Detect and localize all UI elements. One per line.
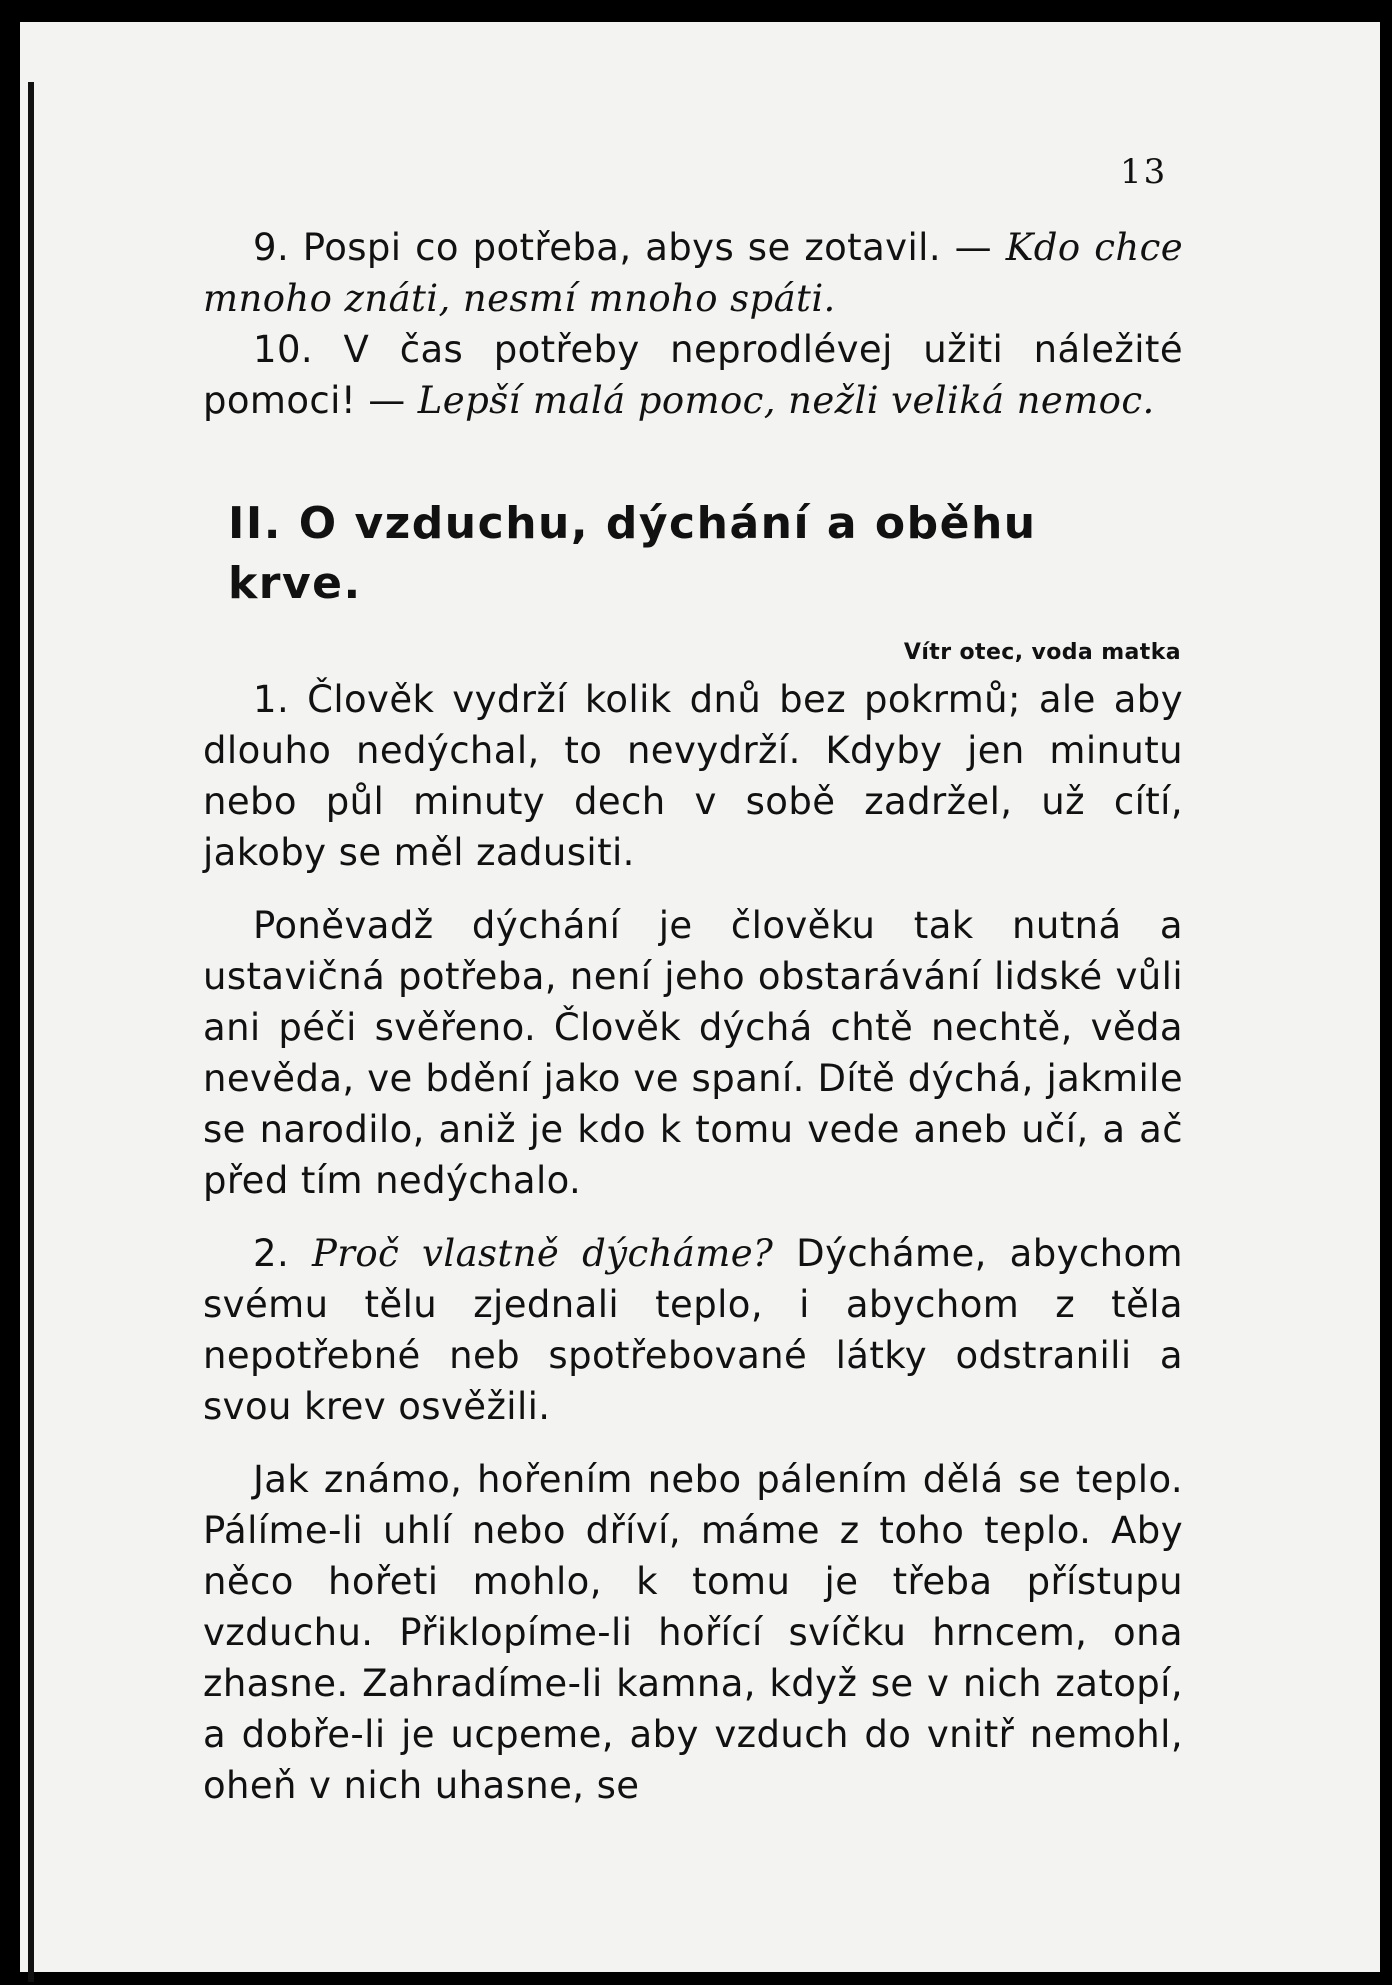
paragraph-1-number: 1. <box>253 678 290 721</box>
item-10-number: 10. <box>253 328 314 371</box>
item-10-proverb: Lepší malá pomoc, nežli veliká nemoc. <box>417 379 1155 422</box>
section-heading: II. O vzduchu, dýchání a oběhu krve. <box>228 498 1037 609</box>
paragraph-2-text: Dýcháme, abychom svému tělu zjednali teplo, i abychom z těla nepotřebné neb spotřebované látky odstranili a svou krev osvěžili. <box>203 1232 1183 1428</box>
paragraph-1-text: Člověk vydrží kolik dnů bez pokrmů; ale aby dlouho nedýchal, to nevydrží. Kdyby jen minutu nebo půl minuty dech v sobě zadržel, už cítí, jakoby se měl zadusiti. <box>203 678 1183 874</box>
paragraph-1 <box>203 674 1183 878</box>
paragraph-2-number: 2. <box>253 1232 290 1275</box>
item-9 <box>203 222 1183 324</box>
item-10-text: V čas potřeby neprodlévej užiti náležité pomoci! — <box>203 328 1183 422</box>
page-number: 13 <box>1120 152 1168 192</box>
section-motto: Vítr otec, voda matka <box>903 640 1181 665</box>
item-9-proverb: Kdo chce mnoho znáti, nesmí mnoho spáti. <box>203 226 1183 320</box>
book-page <box>20 22 1380 1972</box>
paragraph-2 <box>203 1228 1183 1432</box>
paragraph-2-question: Proč vlastně dýcháme? <box>311 1232 774 1275</box>
paragraph-1b: Poněvadž dýchání je člověku tak nutná a ustavičná potřeba, není jeho obstarávání lidské vůli ani péči svěřeno. Člověk dýchá chtě nechtě, věda nevěda, ve bdění jako ve spaní. Dítě dýchá, jakmile se narodilo, aniž je kdo k tomu vede aneb učí, a ač před tím nedýchalo. <box>203 904 1183 1202</box>
body-text <box>203 222 1183 1811</box>
item-10 <box>203 324 1183 426</box>
paragraph-2b: Jak známo, hořením nebo pálením dělá se teplo. Pálíme-li uhlí nebo dříví, máme z toho teplo. Aby něco hořeti mohlo, k tomu je třeba přístupu vzduchu. Přiklopíme-li hořící svíčku hrncem, ona zhasne. Zahradíme-li kamna, když se v nich zatopí, a dobře-li je ucpeme, aby vzduch do vnitř nemohl, oheň v nich uhasne, se <box>203 1458 1183 1807</box>
item-9-number: 9. <box>253 226 290 269</box>
item-9-text: Pospi co potřeba, abys se zotavil. — <box>302 226 993 269</box>
binding-edge <box>28 82 34 1982</box>
